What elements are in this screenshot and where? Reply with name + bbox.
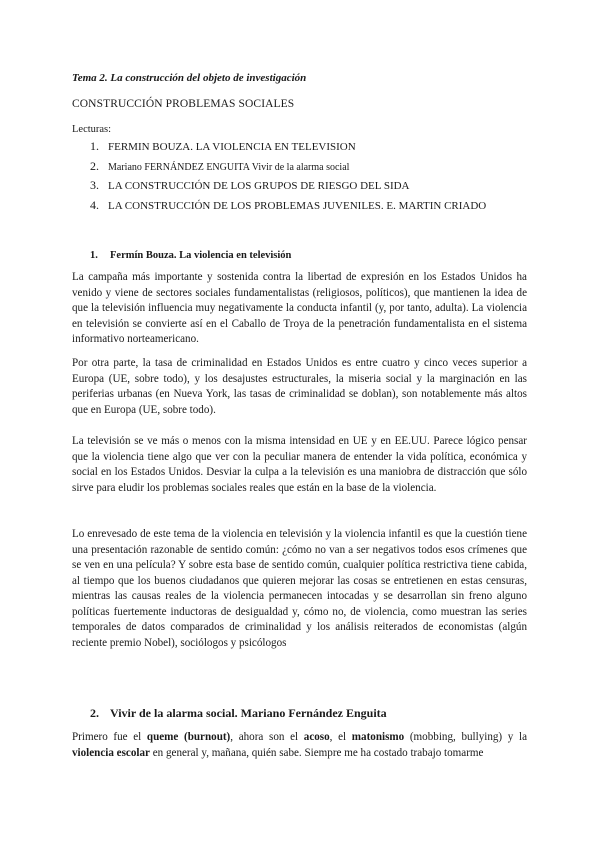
section-2-heading xyxy=(90,706,387,721)
section-1-heading xyxy=(90,250,291,261)
paragraph: Por otra parte, la tasa de criminalidad en Estados Unidos es entre cuatro y cinco veces superior a Europa (UE, sobre todo), y los desajustes estructurales, la miseria social y la marginación en las periferias urbanas (en Nueva York, las tasas de criminalidad se doblan), son notablemente más altos que en Europa (UE, sobre todo). xyxy=(72,357,527,416)
reading-text: LA CONSTRUCCIÓN DE LOS PROBLEMAS JUVENILES. E. MARTIN CRIADO xyxy=(108,199,487,212)
list-number: 2. xyxy=(90,158,99,173)
bold-term: acoso xyxy=(303,731,330,743)
list-number: 4. xyxy=(90,197,99,212)
text-run: (mobbing, bullying) y la xyxy=(404,731,528,743)
list-item xyxy=(90,137,486,157)
section-title: Vivir de la alarma social. Mariano Fernández Enguita xyxy=(110,706,387,720)
bold-term: matonismo xyxy=(351,731,405,743)
bold-term: queme (burnout) xyxy=(146,731,231,743)
readings-label: Lecturas: xyxy=(72,124,112,135)
list-item xyxy=(90,157,486,177)
paragraph: La campaña más importante y sostenida contra la libertad de expresión en los Estados Unidos ha venido y viene de sectores sociales fundamentalistas (religiosos, políticos), que mantienen la idea de que la televisión influencia muy negativamente la conducta infantil (y, por tanto, adulta). La violencia en televisión se convierte así en el Caballo de Troya de la penetración fundamentalista en el sistema informativo norteamericano. xyxy=(72,271,527,345)
list-number: 1. xyxy=(90,139,99,153)
list-item xyxy=(90,176,486,196)
section-number: 1. xyxy=(90,250,98,261)
paragraph: La televisión se ve más o menos con la misma intensidad en UE y en EE.UU. Parece lógico pensar que la violencia tiene algo que ver con la peculiar manera de entender la vida política, económica y social en los Estados Unidos. Desviar la culpa a la televisión es una maniobra de distracción que sólo sirve para eludir los problemas sociales reales que están en la base de la violencia. xyxy=(72,435,527,494)
text-run: en general y, mañana, quién sabe. Siempre me ha costado trabajo tomarme xyxy=(149,746,484,759)
paragraph: Lo enrevesado de este tema de la violencia en televisión y la violencia infantil es que la cuestión tiene una presentación razonable de sentido común: ¿cómo no van a ser negativos todos esos crímenes que se ven en una película? Y sobre esta base de sentido común, cualquier política restrictiva tiene cabida, al tiempo que los buenos ciudadanos que quieren mejorar las cosas se entretienen en estas censuras, mientras las causas reales de la violencia permanecen intocadas y se desarrollan sin freno alguno políticas fuertemente inductoras de desigualdad y, cómo no, de violencia, como muestran las series temporales de datos comparados de criminalidad y los análisis reiterados de economistas (algún reciente premio Nobel), sociólogos y psicólogos xyxy=(72,528,527,649)
readings-list xyxy=(90,137,486,215)
reading-text: Mariano FERNÁNDEZ ENGUITA Vivir de la alarma social xyxy=(108,161,350,173)
paragraph xyxy=(72,730,527,761)
list-item xyxy=(90,196,486,216)
list-number: 3. xyxy=(90,178,99,192)
section-title: Fermín Bouza. La violencia en televisión xyxy=(110,250,292,261)
subtitle: CONSTRUCCIÓN PROBLEMAS SOCIALES xyxy=(72,98,295,110)
text-run: , el xyxy=(329,731,352,743)
text-run: Primero fue el xyxy=(72,731,147,743)
reading-text: LA CONSTRUCCIÓN DE LOS GRUPOS DE RIESGO DEL SIDA xyxy=(108,180,410,192)
topic-title: Tema 2. La construcción del objeto de investigación xyxy=(72,72,307,84)
section-number: 2. xyxy=(90,706,99,720)
reading-text: FERMIN BOUZA. LA VIOLENCIA EN TELEVISION xyxy=(108,141,356,153)
text-run: , ahora son el xyxy=(230,731,304,743)
bold-term: violencia escolar xyxy=(72,746,150,759)
